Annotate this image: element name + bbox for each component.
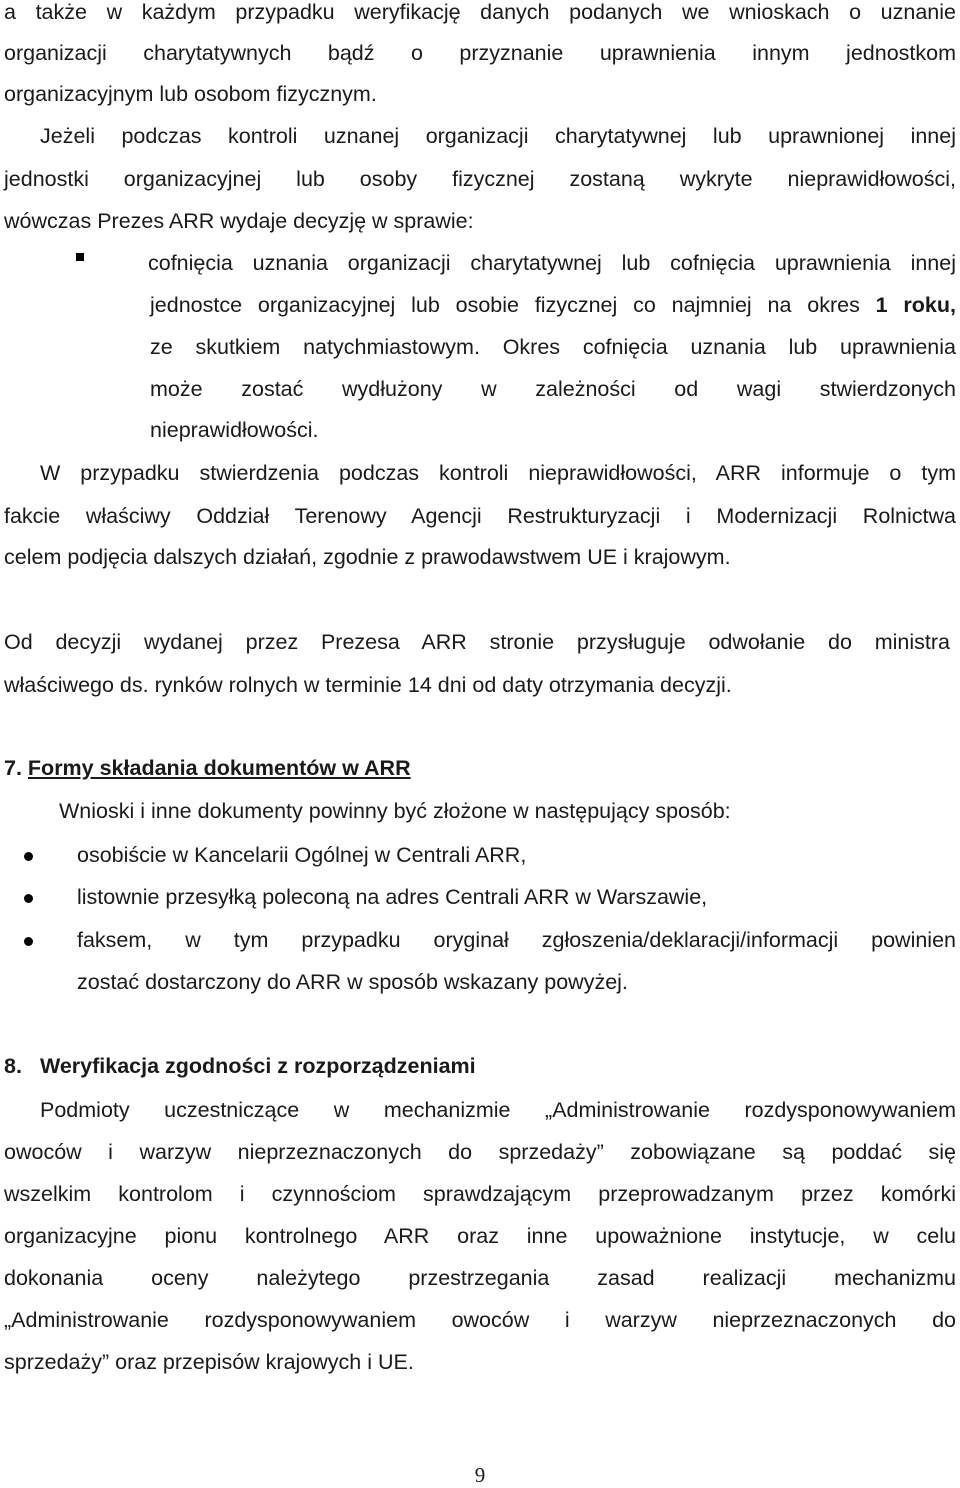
text-line: organizacyjnym lub osobom fizycznym.	[4, 82, 377, 106]
text-line: właściwego ds. rynków rolnych w terminie 14 dni od daty otrzymania decyzji.	[4, 673, 732, 697]
text-line: organizacyjne pionu kontrolnego ARR oraz inne upoważnione instytucje, w celu	[4, 1224, 956, 1248]
text-line: „Administrowanie rozdysponowywaniem owoców i warzyw nieprzeznaczonych do	[4, 1308, 956, 1332]
text-line: jednostki organizacyjnej lub osoby fizycznej zostaną wykryte nieprawidłowości,	[4, 167, 956, 191]
section-number: 7.	[4, 756, 22, 780]
section-title: Formy składania dokumentów w ARR	[27, 756, 411, 780]
list-item-line: zostać dostarczony do ARR w sposób wskazany powyżej.	[77, 970, 628, 994]
text-line: wówczas Prezes ARR wydaje decyzję w sprawie:	[4, 209, 474, 233]
text-line: wszelkim kontrolom i czynnościom sprawdzającym przeprowadzanym przez komórki	[4, 1182, 956, 1206]
list-item: listownie przesyłką poleconą na adres Centrali ARR w Warszawie,	[77, 885, 708, 909]
section-intro: Wnioski i inne dokumenty powinny być złożone w następujący sposób:	[59, 799, 731, 823]
list-item-line: cofnięcia uznania organizacji charytatywnej lub cofnięcia uprawnienia innej	[148, 251, 956, 275]
text-line: a także w każdym przypadku weryfikację danych podanych we wnioskach o uznanie	[4, 0, 956, 24]
page-number: 9	[474, 1463, 486, 1487]
section-title: Weryfikacja zgodności z rozporządzeniami	[39, 1054, 476, 1078]
list-item: faksem, w tym przypadku oryginał zgłoszenia/deklaracji/informacji powinien	[77, 928, 956, 952]
text-line: organizacji charytatywnych bądź o przyznanie uprawnienia innym jednostkom	[4, 41, 956, 65]
list-item-text: jednostce organizacyjnej lub osobie fizycznej co najmniej na okres	[150, 293, 876, 317]
list-item: osobiście w Kancelarii Ogólnej w Centrali ARR,	[77, 843, 527, 867]
section-number: 8.	[4, 1054, 22, 1078]
text-line: dokonania oceny należytego przestrzegania zasad realizacji mechanizmu	[4, 1266, 956, 1290]
text-line: Podmioty uczestniczące w mechanizmie „Administrowanie rozdysponowywaniem	[40, 1098, 956, 1122]
text-line: W przypadku stwierdzenia podczas kontroli nieprawidłowości, ARR informuje o tym	[40, 461, 956, 485]
section-heading	[4, 753, 411, 783]
bullet-dot-icon	[24, 852, 33, 861]
text-line: owoców i warzyw nieprzeznaczonych do sprzedaży” zobowiązane są poddać się	[4, 1140, 956, 1164]
text-line: sprzedaży” oraz przepisów krajowych i UE.	[4, 1350, 414, 1374]
text-line: celem podjęcia dalszych działań, zgodnie z prawodawstwem UE i krajowym.	[4, 545, 731, 569]
list-item-line: nieprawidłowości.	[150, 418, 319, 442]
text-line: Jeżeli podczas kontroli uznanej organizacji charytatywnej lub uprawnionej innej	[40, 124, 956, 148]
section-heading	[4, 1051, 476, 1081]
bullet-dot-icon	[24, 894, 33, 903]
list-item-line: ze skutkiem natychmiastowym. Okres cofnięcia uznania lub uprawnienia	[150, 335, 956, 359]
bold-text: 1 roku,	[875, 293, 956, 317]
list-item-line	[150, 290, 956, 320]
text-line: fakcie właściwy Oddział Terenowy Agencji Restrukturyzacji i Modernizacji Rolnictwa	[4, 504, 956, 528]
square-bullet-icon	[76, 253, 84, 261]
text-line: Od decyzji wydanej przez Prezesa ARR stronie przysługuje odwołanie do ministra	[4, 630, 950, 654]
bullet-dot-icon	[24, 937, 33, 946]
list-item-line: może zostać wydłużony w zależności od wagi stwierdzonych	[150, 377, 956, 401]
